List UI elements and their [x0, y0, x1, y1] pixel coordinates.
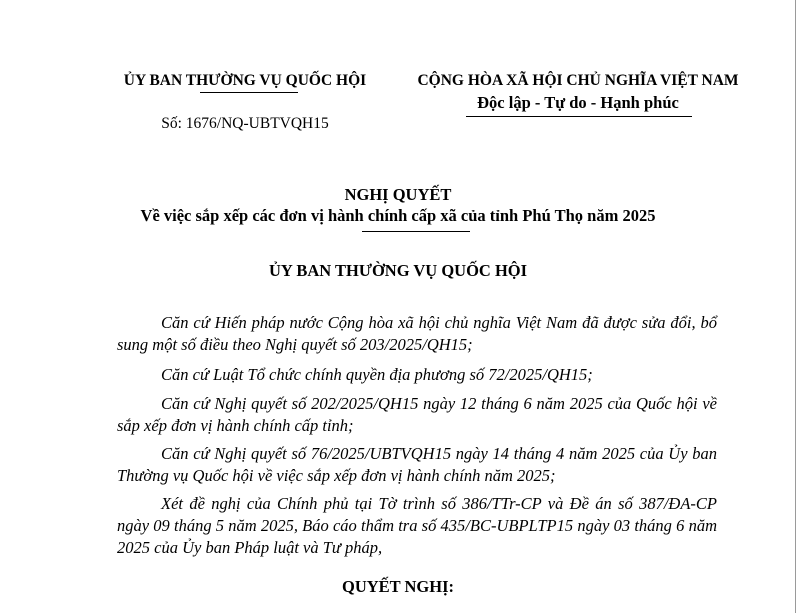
issuing-body-underline: [200, 92, 298, 93]
national-motto: Độc lập - Tự do - Hạnh phúc: [477, 93, 679, 112]
document-subject: Về việc sắp xếp các đơn vị hành chính cấp xã của tỉnh Phú Thọ năm 2025: [140, 206, 656, 225]
preamble-paragraph: Xét đề nghị của Chính phủ tại Tờ trình số 386/TTr-CP và Đề án số 387/ĐA-CP ngày 09 tháng 5 năm 2025, Báo cáo thẩm tra số 435/BC-UBPLTP15 ngày 03 tháng 6 năm 2025 của Ủy ban Pháp luật và Tư pháp,: [117, 494, 717, 557]
issuing-body: ỦY BAN THƯỜNG VỤ QUỐC HỘI: [123, 72, 367, 89]
preamble-paragraph: Căn cứ Nghị quyết số 76/2025/UBTVQH15 ngày 14 tháng 4 năm 2025 của Ủy ban Thường vụ Quốc hội về việc sắp xếp đơn vị hành chính năm 2025;: [117, 444, 717, 485]
preamble-paragraph: Căn cứ Hiến pháp nước Cộng hòa xã hội chủ nghĩa Việt Nam đã được sửa đổi, bổ sung một số điều theo Nghị quyết số 203/2025/QH15;: [117, 313, 717, 354]
subject-underline: [362, 231, 470, 232]
page-edge-line: [795, 0, 796, 613]
document-type: NGHỊ QUYẾT: [344, 185, 452, 204]
motto-underline: [466, 116, 692, 117]
preamble-paragraph: Căn cứ Luật Tổ chức chính quyền địa phương số 72/2025/QH15;: [161, 365, 593, 384]
preamble-paragraph: Căn cứ Nghị quyết số 202/2025/QH15 ngày 12 tháng 6 năm 2025 của Quốc hội về sắp xếp đơn vị hành chính cấp tỉnh;: [117, 394, 717, 435]
country-name: CỘNG HÒA XÃ HỘI CHỦ NGHĨA VIỆT NAM: [417, 72, 739, 89]
document-number: Số: 1676/NQ-UBTVQH15: [161, 115, 329, 132]
issuer-heading: ỦY BAN THƯỜNG VỤ QUỐC HỘI: [268, 261, 528, 280]
decision-heading: QUYẾT NGHỊ:: [341, 577, 454, 596]
